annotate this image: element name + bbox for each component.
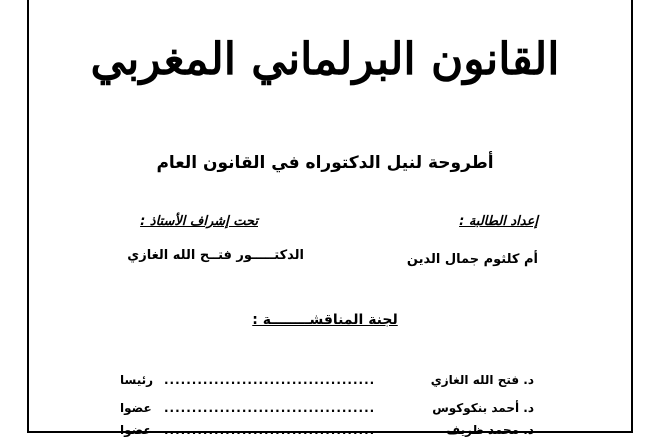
committee-member-name: د. محمد ظريف	[446, 423, 534, 437]
supervisor-name: الدكتـــــور فتــح الله الغازي	[127, 248, 304, 263]
committee-member-role: رئيسا	[120, 373, 154, 387]
page-border-right	[631, 0, 633, 433]
supervision-label: تحت إشراف الأستاذ :	[140, 214, 258, 229]
committee-heading: لجنة المناقشــــــــة :	[252, 312, 398, 328]
committee-member-dots: ......................................	[164, 373, 376, 387]
committee-member-row	[120, 420, 534, 440]
committee-member-role: عضوا	[120, 401, 152, 415]
committee-member-dots: ......................................	[164, 401, 376, 415]
committee-member-name: د. فتح الله الغازي	[430, 373, 534, 387]
committee-member-row	[120, 370, 534, 390]
document-title: القانون البرلماني المغربي	[90, 34, 560, 85]
committee-member-row	[120, 398, 534, 418]
document-subtitle: أطروحة لنيل الدكتوراه في القانون العام	[156, 153, 494, 173]
prepared-by-label: إعداد الطالبة :	[459, 214, 538, 229]
page-border-left	[27, 0, 29, 433]
student-name: أم كلثوم جمال الدين	[406, 252, 538, 267]
committee-member-role: عضوا	[120, 423, 152, 437]
committee-member-name: د. أحمد بنكوكوس	[432, 401, 534, 415]
committee-member-dots: ......................................	[164, 423, 376, 437]
